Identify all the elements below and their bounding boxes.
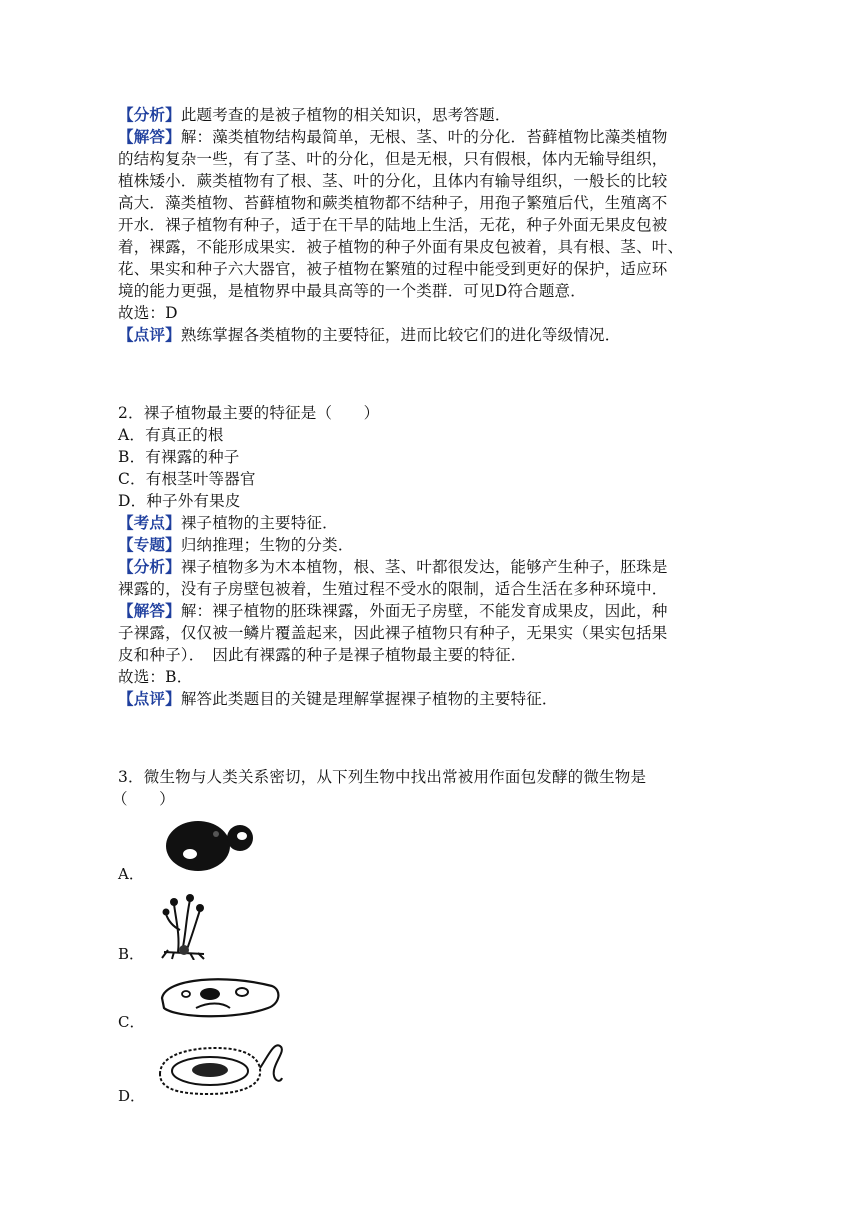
point-tag: 【考点】 [118,513,181,532]
bacterium-icon [156,1036,286,1100]
document-page [112,104,758,1106]
q1-choice: 故选：D [118,304,178,322]
q2-point [118,512,758,534]
q1-answer-line: 花、果实和种子六大器官，被子植物在繁殖的过程中能受到更好的保护，适应环 [118,260,668,278]
q2-answer-line [118,600,758,622]
comment-tag: 【点评】 [118,325,181,344]
option-label: A． [118,865,144,883]
analysis-text: 裸子植物多为木本植物，根、茎、叶都很发达，能够产生种子，胚珠是 [180,558,668,576]
q2-choice: 故选：B． [118,668,193,686]
q1-answer-line [118,126,758,148]
q1-comment [118,324,758,346]
analysis-text: 此题考查的是被子植物的相关知识，思考答题． [180,106,511,124]
option-label: D． [118,1087,146,1105]
q2-comment [118,688,758,710]
q3-stem-line: （ ） [112,790,175,808]
comment-text: 熟练掌握各类植物的主要特征，进而比较它们的进化等级情况． [180,326,621,344]
q1-answer-line: 的结构复杂一些，有了茎、叶的分化，但是无根，只有假根，体内无输导组织， [118,150,668,168]
q3-option-d[interactable] [118,1036,758,1106]
q2-option: C．有根茎叶等器官 [118,470,256,488]
q1-answer-line: 着，裸露，不能形成果实．被子植物的种子外面有果皮包被着，具有根、茎、叶、 [118,238,684,256]
analysis-tag: 【分析】 [118,105,181,124]
q1-answer-line: 植株矮小．蕨类植物有了根、茎、叶的分化，且体内有输导组织，一般长的比较 [118,172,668,190]
paramecium-icon [156,968,286,1024]
q2-option: D．种子外有果皮 [118,492,241,510]
point-text: 裸子植物的主要特征． [180,514,338,532]
analysis-tag: 【分析】 [118,557,181,576]
q1-answer-line: 高大．藻类植物、苔藓植物和蕨类植物都不结种子，用孢子繁殖后代，生殖离不 [118,194,668,212]
answer-text: 解：藻类植物结构最简单，无根、茎、叶的分化．苔藓植物比藻类植物 [180,128,668,146]
q2-stem: 2．裸子植物最主要的特征是（ ） [118,404,380,422]
topic-text: 归纳推理；生物的分类． [180,536,354,554]
q3-option-a[interactable] [118,814,758,884]
mold-hyphae-icon [156,890,216,960]
q3-stem-line: 3．微生物与人类关系密切，从下列生物中找出常被用作面包发酵的微生物是 [118,768,647,786]
q2-topic [118,534,758,556]
q2-analysis-line [118,556,758,578]
comment-tag: 【点评】 [118,689,181,708]
answer-tag: 【解答】 [118,127,181,146]
q2-answer-line: 皮和种子）． 因此有裸露的种子是裸子植物最主要的特征． [118,646,527,664]
option-label: B． [118,945,145,963]
spacer [118,346,758,402]
q1-analysis [118,104,758,126]
q1-answer-line: 开水．裸子植物有种子，适于在干旱的陆地上生活，无花，种子外面无果皮包被 [118,216,668,234]
answer-tag: 【解答】 [118,601,181,620]
q2-option: B．有裸露的种子 [118,448,240,466]
topic-tag: 【专题】 [118,535,181,554]
q3-option-b[interactable] [118,890,758,964]
q1-answer-line: 境的能力更强，是植物界中最具高等的一个类群．可见D符合题意． [118,282,586,300]
q3-option-c[interactable] [118,968,758,1032]
comment-text: 解答此类题目的关键是理解掌握裸子植物的主要特征． [180,690,558,708]
spacer [118,710,758,766]
option-label: C． [118,1013,145,1031]
q2-analysis-line: 裸露的，没有子房壁包被着，生殖过程不受水的限制，适合生活在多种环境中． [118,580,668,598]
q2-option: A．有真正的根 [118,426,224,444]
q2-answer-line: 子裸露，仅仅被一鳞片覆盖起来，因此裸子植物只有种子，无果实（果实包括果 [118,624,668,642]
yeast-cell-icon [156,814,266,876]
answer-text: 解：裸子植物的胚珠裸露，外面无子房壁，不能发育成果皮，因此，种 [180,602,668,620]
